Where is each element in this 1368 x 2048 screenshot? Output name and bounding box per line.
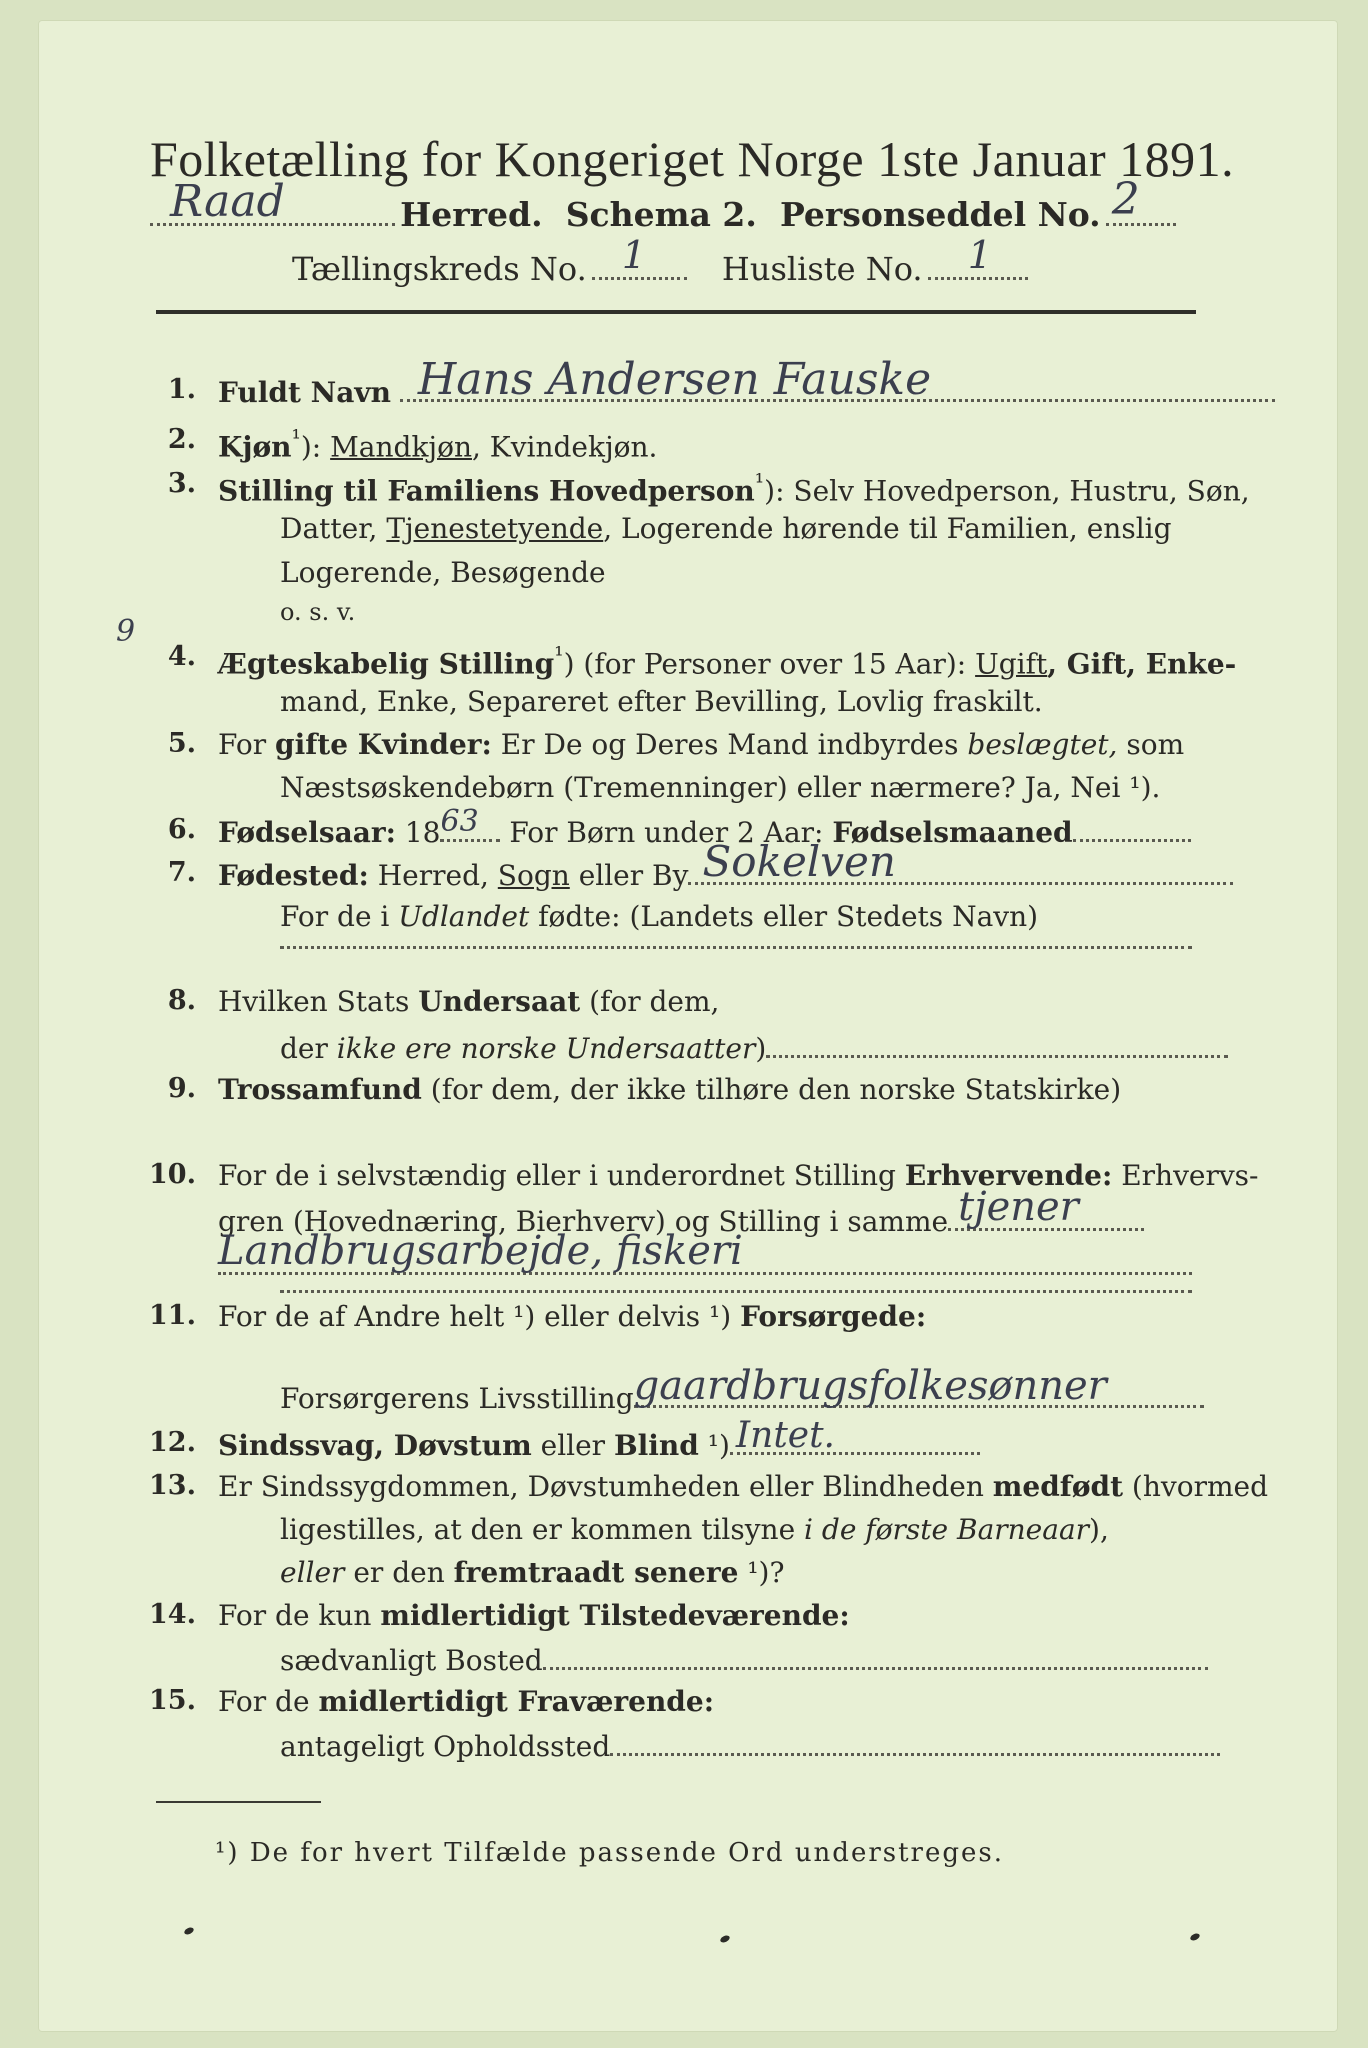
personseddel-label: Personseddel No.: [779, 195, 1101, 234]
item-number-6: 6.: [167, 814, 196, 845]
occupation-label: Erhvervende:: [904, 1159, 1113, 1192]
item-number-15: 15.: [149, 1685, 196, 1716]
personseddel-field: [1106, 174, 1176, 226]
birth-year-prefix: 18: [395, 816, 441, 850]
birthplace-option-parish: Sogn: [497, 859, 570, 893]
full-name-field: [400, 354, 1275, 406]
item-14-temporary-present-line2: [280, 1642, 1208, 1677]
item-7-foreign-birthplace: [280, 900, 1038, 933]
occupation-value-1: tjener: [958, 1184, 1079, 1231]
citizenship-label: Undersaat: [418, 985, 581, 1018]
probable-stay-field: [610, 1728, 1220, 1756]
married-women-related: beslægtet,: [967, 728, 1118, 761]
citizenship-text-e: ): [755, 1032, 767, 1066]
birthplace-value: Sokelven: [702, 837, 896, 887]
item-number-7: 7.: [167, 857, 196, 888]
disability-label-a: Sindssvag, Døvstum: [218, 1429, 532, 1463]
religion-text: (for dem, der ikke tilhøre den norske Statskirke): [421, 1073, 1122, 1106]
congenital-or: eller: [280, 1556, 345, 1589]
item-13-congenital-line2: [280, 1513, 1109, 1546]
provider-label: Forsørgerens Livsstilling: [280, 1382, 634, 1416]
birthplace-text-a: Herred,: [368, 859, 498, 893]
kreds-line: [292, 233, 1028, 288]
sex-text: ):: [300, 430, 331, 464]
occupation-field-3: [280, 1290, 1192, 1293]
item-3-position-line4: o. s. v.: [280, 598, 356, 626]
occupation-field-2: [218, 1230, 1192, 1275]
occupation-value-2: Landbrugsarbejde, fiskeri: [218, 1228, 743, 1274]
item-number-4: 4.: [167, 641, 196, 672]
disability-value: Intet.: [735, 1415, 835, 1457]
birth-year-value: 63: [440, 804, 479, 840]
herred-field: [150, 176, 395, 227]
item-number-2: 2.: [167, 424, 196, 455]
congenital-text-e: ),: [1089, 1513, 1109, 1546]
occupation-text-d: gren (Hovednæring, Bierhverv) og Stilling i samme: [218, 1205, 949, 1239]
occupation-text-a: For de i selvstændig eller i underordnet Stilling: [218, 1159, 905, 1192]
marital-options-1: , Gift, Enke-: [1047, 647, 1237, 681]
marital-text: ) (for Personer over 15 Aar):: [563, 647, 976, 681]
birthplace-field: [688, 837, 1233, 887]
married-women-text-c: Er De og Deres Mand indbyrdes: [491, 728, 968, 761]
disability-label-b: Blind: [613, 1429, 699, 1463]
full-name-value: Hans Andersen Fauske: [417, 354, 932, 406]
position-options-2b: , Logerende hørende til Familien, enslig: [603, 512, 1172, 545]
sex-option-male: Mandkjøn: [330, 430, 472, 464]
provider-field: [633, 1363, 1204, 1410]
dependent-label: Forsørgede:: [740, 1300, 927, 1333]
congenital-label: medfødt: [992, 1470, 1124, 1503]
item-4-marital-line1: [218, 641, 1236, 680]
header-rule: [156, 310, 1196, 314]
dependent-text-a: For de af Andre helt ¹) eller delvis ¹): [218, 1300, 741, 1333]
congenital-text-d: ligestilles, at den er kommen tilsyne: [280, 1513, 805, 1546]
item-7-birthplace: [218, 837, 1233, 893]
occupation-text-c: Erhvervs-: [1112, 1159, 1259, 1192]
kreds-label: Tællingskreds No.: [292, 250, 587, 288]
married-women-text-e: som: [1117, 728, 1185, 761]
item-number-3: 3.: [167, 468, 196, 499]
item-10-occupation-line1: [218, 1159, 1259, 1192]
margin-note: 9: [116, 614, 136, 649]
item-5-married-women-line2: Næstsøskendebørn (Tremenninger) eller nærmere? Ja, Nei ¹).: [280, 771, 1161, 804]
birth-month-text: For Børn under 2 Aar:: [500, 816, 833, 850]
item-4-marital-line2: mand, Enke, Separeret efter Bevilling, Lovlig fraskilt.: [280, 685, 1043, 718]
married-women-label: gifte Kvinder:: [275, 728, 492, 761]
present-label: midlertidigt Tilstedeværende:: [380, 1599, 850, 1632]
probable-stay-label: antageligt Opholdssted: [280, 1730, 611, 1764]
marital-footnote-mark: ¹: [554, 641, 564, 669]
item-number-8: 8.: [167, 985, 196, 1016]
item-3-position-line3: Logerende, Besøgende: [280, 556, 606, 589]
provider-value: gaardbrugsfolkesønner: [633, 1363, 1107, 1410]
item-number-14: 14.: [149, 1599, 196, 1630]
item-8-citizenship-line1: [218, 985, 719, 1018]
husliste-field: [928, 233, 1028, 280]
kreds-field: [592, 233, 687, 280]
congenital-text-f: er den: [344, 1556, 454, 1589]
congenital-childhood: i de første Barneaar: [804, 1513, 1090, 1546]
item-3-position-line1: [218, 468, 1250, 507]
item-8-citizenship-line2: [280, 1030, 1228, 1065]
herred-value: Raad: [170, 176, 285, 227]
item-9-religion: [218, 1073, 1121, 1106]
citizenship-text-c: (for dem,: [580, 985, 720, 1018]
occupation-field-1: [948, 1184, 1144, 1231]
usual-residence-field: [543, 1642, 1208, 1670]
position-options-2a: Datter,: [280, 512, 387, 545]
schema-label: Schema 2.: [565, 195, 757, 234]
usual-residence-label: sædvanligt Bosted: [280, 1644, 543, 1678]
birth-month-label: Fødselsmaaned: [832, 816, 1073, 850]
married-women-text-a: For: [218, 728, 276, 761]
full-name-label: Fuldt Navn: [218, 376, 392, 410]
birth-month-field: [1073, 814, 1191, 842]
item-2-sex: [218, 424, 657, 463]
citizenship-field: [766, 1030, 1228, 1058]
item-5-married-women-line1: [218, 728, 1184, 761]
marital-option-unmarried: Ugift: [975, 647, 1048, 681]
husliste-value: 1: [967, 233, 992, 277]
kreds-value: 1: [621, 233, 647, 277]
item-12-disability: [218, 1415, 980, 1463]
personseddel-value: 2: [1111, 174, 1140, 225]
item-15-temporary-absent-line1: [218, 1685, 714, 1718]
footnote: ¹) De for hvert Tilfælde passende Ord understreges.: [215, 1838, 1005, 1868]
foreign-text-b: fødte: (Landets eller Stedets Navn): [529, 900, 1039, 933]
citizenship-text-d: der: [280, 1032, 337, 1066]
congenital-text-c: (hvormed: [1123, 1470, 1268, 1503]
item-number-9: 9.: [167, 1073, 196, 1104]
position-label: Stilling til Familiens Hovedperson: [218, 474, 755, 508]
item-number-10: 10.: [149, 1159, 196, 1190]
item-14-temporary-present-line1: [218, 1599, 850, 1632]
item-number-13: 13.: [149, 1470, 196, 1501]
disability-field: [730, 1415, 980, 1457]
item-1-full-name: [218, 354, 1275, 410]
birth-year-field: [440, 804, 500, 842]
marital-label: Ægteskabelig Stilling: [218, 647, 555, 681]
form-title: Folketælling for Kongeriget Norge 1ste Januar 1891.: [150, 131, 1235, 187]
sex-footnote-mark: ¹: [291, 424, 301, 452]
absent-label: midlertidigt Fraværende:: [318, 1685, 715, 1718]
footnote-rule: [156, 1801, 321, 1803]
disability-footnote-mark: ¹): [698, 1429, 730, 1463]
item-11-dependent-line1: [218, 1300, 926, 1333]
item-13-congenital-line3: [280, 1556, 784, 1589]
disability-text: eller: [531, 1429, 614, 1463]
item-number-12: 12.: [149, 1427, 196, 1458]
citizenship-non-norwegian: ikke ere norske Undersaatter: [336, 1032, 756, 1066]
item-3-position-line2: [280, 512, 1172, 545]
position-options-1: ): Selv Hovedperson, Hustru, Søn,: [764, 474, 1250, 508]
religion-label: Trossamfund: [218, 1073, 422, 1106]
sex-label: Kjøn: [218, 430, 292, 464]
foreign-abroad: Udlandet: [398, 900, 530, 933]
item-number-5: 5.: [167, 728, 196, 759]
position-option-servant: Tjenestetyende: [386, 512, 604, 545]
herred-label: Herred.: [400, 195, 543, 234]
birthplace-text-b: eller By: [569, 859, 689, 893]
foreign-text-a: For de i: [280, 900, 399, 933]
congenital-text-a: Er Sindssygdommen, Døvstumheden eller Blindheden: [218, 1470, 993, 1503]
husliste-label: Husliste No.: [721, 250, 923, 288]
position-footnote-mark: ¹: [754, 468, 765, 496]
congenital-footnote-mark: ¹)?: [738, 1556, 785, 1589]
foreign-birthplace-field: [280, 946, 1192, 949]
item-13-congenital-line1: [218, 1470, 1268, 1503]
herred-line: [150, 174, 1210, 234]
birth-year-label: Fødselsaar:: [218, 816, 396, 850]
sex-option-female: , Kvindekjøn.: [471, 430, 658, 464]
present-text-a: For de kun: [218, 1599, 381, 1632]
birthplace-label: Fødested:: [218, 859, 369, 893]
congenital-later: fremtraadt senere: [453, 1556, 739, 1589]
citizenship-text-a: Hvilken Stats: [218, 985, 419, 1018]
item-11-dependent-line2: [280, 1363, 1204, 1416]
item-number-1: 1.: [167, 374, 196, 405]
absent-text-a: For de: [218, 1685, 319, 1718]
item-number-11: 11.: [149, 1300, 196, 1331]
item-15-temporary-absent-line2: [280, 1728, 1220, 1763]
